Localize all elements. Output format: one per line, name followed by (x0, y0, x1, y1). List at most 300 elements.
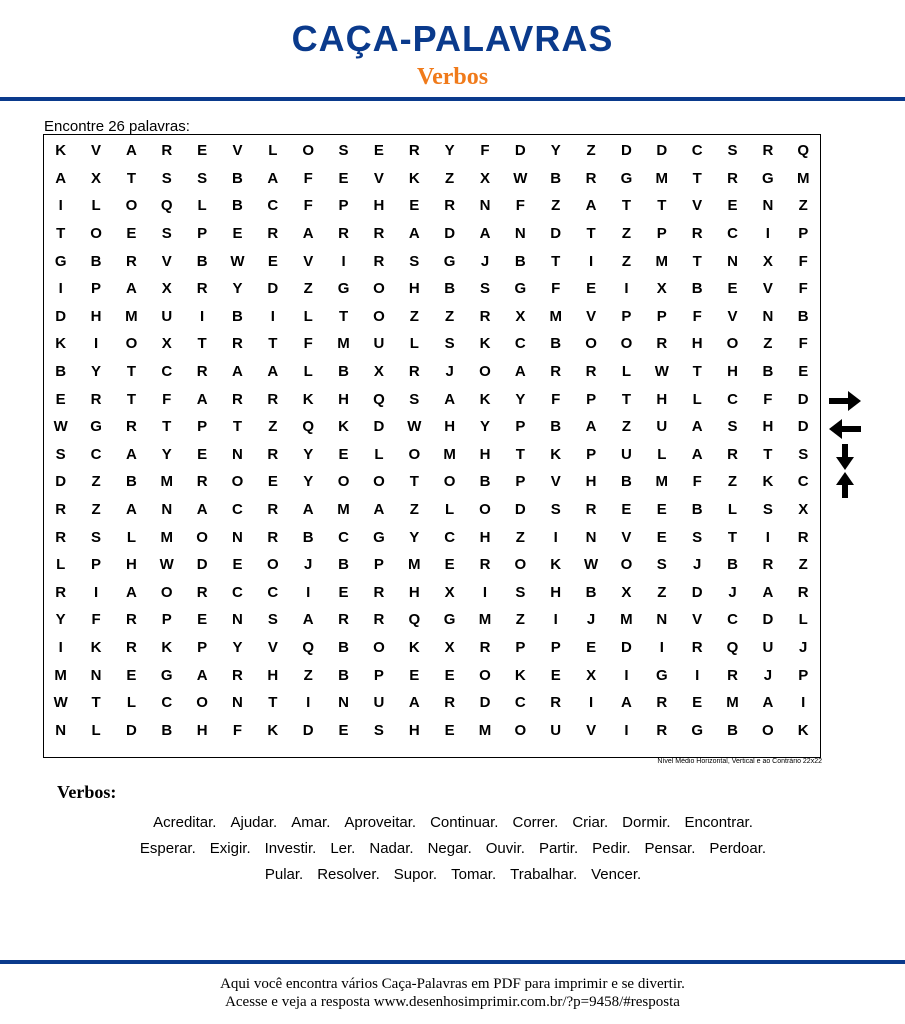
grid-letter[interactable]: B (691, 501, 703, 519)
grid-letter[interactable]: S (798, 445, 809, 463)
grid-letter[interactable]: B (797, 307, 809, 325)
grid-letter[interactable]: U (373, 335, 385, 353)
grid-letter[interactable]: X (161, 280, 172, 298)
grid-letter[interactable]: A (621, 694, 632, 712)
grid-letter[interactable]: Q (797, 142, 810, 160)
grid-letter[interactable]: I (270, 307, 275, 325)
grid-letter[interactable]: E (197, 142, 208, 160)
grid-letter[interactable]: Z (303, 666, 313, 684)
grid-letter[interactable]: I (93, 335, 99, 353)
grid-letter[interactable]: Q (302, 638, 315, 656)
grid-letter[interactable]: P (197, 418, 208, 436)
grid-letter[interactable]: Z (91, 473, 101, 491)
grid-letter[interactable]: E (338, 169, 349, 187)
grid-letter[interactable]: O (762, 721, 774, 739)
grid-letter[interactable]: C (444, 528, 456, 546)
grid-letter[interactable]: X (762, 252, 773, 270)
grid-letter[interactable]: A (196, 390, 208, 408)
grid-letter[interactable]: C (514, 694, 526, 712)
grid-letter[interactable]: E (444, 556, 455, 574)
grid-letter[interactable]: I (58, 197, 63, 215)
grid-letter[interactable]: G (762, 169, 774, 187)
grid-letter[interactable]: R (125, 611, 137, 629)
grid-letter[interactable]: P (621, 307, 632, 325)
grid-letter[interactable]: D (444, 225, 456, 243)
grid-letter[interactable]: B (444, 280, 456, 298)
grid-letter[interactable]: Q (726, 638, 739, 656)
grid-letter[interactable]: X (479, 169, 490, 187)
grid-letter[interactable]: C (267, 197, 279, 215)
grid-letter[interactable]: K (55, 335, 67, 353)
grid-letter[interactable]: N (727, 252, 738, 270)
grid-letter[interactable]: P (798, 225, 809, 243)
grid-letter[interactable]: G (655, 666, 668, 684)
grid-letter[interactable]: C (797, 473, 809, 491)
grid-letter[interactable]: R (585, 169, 597, 187)
grid-letter[interactable]: E (409, 197, 420, 215)
grid-letter[interactable]: V (267, 638, 278, 656)
grid-letter[interactable]: C (90, 445, 102, 463)
grid-letter[interactable]: B (232, 197, 243, 215)
grid-letter[interactable]: K (161, 638, 173, 656)
grid-letter[interactable]: J (304, 556, 313, 574)
grid-letter[interactable]: P (515, 418, 526, 436)
grid-letter[interactable]: A (232, 363, 243, 381)
grid-letter[interactable]: Q (373, 390, 385, 408)
grid-letter[interactable]: C (161, 363, 173, 381)
grid-letter[interactable]: T (268, 694, 278, 712)
grid-letter[interactable]: N (656, 611, 668, 629)
grid-letter[interactable]: I (624, 721, 629, 739)
grid-letter[interactable]: E (126, 666, 137, 684)
grid-letter[interactable]: R (691, 225, 703, 243)
grid-letter[interactable]: D (55, 307, 67, 325)
grid-letter[interactable]: G (443, 252, 456, 270)
grid-letter[interactable]: E (692, 694, 703, 712)
grid-letter[interactable]: L (91, 197, 101, 215)
grid-letter[interactable]: P (373, 556, 384, 574)
grid-letter[interactable]: K (514, 666, 526, 684)
grid-letter[interactable]: R (408, 142, 420, 160)
grid-letter[interactable]: B (338, 638, 349, 656)
grid-letter[interactable]: O (231, 473, 244, 491)
grid-letter[interactable]: R (196, 583, 208, 601)
grid-letter[interactable]: D (196, 556, 208, 574)
grid-letter[interactable]: T (692, 252, 702, 270)
grid-letter[interactable]: A (55, 169, 67, 187)
grid-letter[interactable]: C (691, 142, 703, 160)
grid-letter[interactable]: P (656, 307, 667, 325)
grid-letter[interactable]: O (160, 583, 173, 601)
grid-letter[interactable]: R (444, 694, 456, 712)
grid-letter[interactable]: D (621, 638, 632, 656)
grid-letter[interactable]: N (161, 501, 173, 519)
grid-letter[interactable]: I (624, 666, 629, 684)
grid-letter[interactable]: E (409, 666, 420, 684)
grid-letter[interactable]: I (695, 666, 700, 684)
grid-letter[interactable]: D (797, 390, 809, 408)
grid-letter[interactable]: S (727, 418, 738, 436)
grid-letter[interactable]: E (798, 363, 809, 381)
grid-letter[interactable]: S (550, 501, 561, 519)
grid-letter[interactable]: C (727, 390, 738, 408)
grid-letter[interactable]: H (656, 390, 668, 408)
grid-letter[interactable]: A (125, 280, 137, 298)
grid-letter[interactable]: S (161, 169, 172, 187)
grid-letter[interactable]: T (621, 390, 632, 408)
grid-letter[interactable]: R (585, 363, 597, 381)
grid-letter[interactable]: Z (798, 556, 808, 574)
grid-letter[interactable]: B (691, 280, 703, 298)
grid-letter[interactable]: E (444, 666, 455, 684)
grid-letter[interactable]: A (373, 501, 385, 519)
grid-letter[interactable]: E (338, 721, 349, 739)
grid-letter[interactable]: N (338, 694, 349, 712)
grid-letter[interactable]: H (196, 721, 208, 739)
grid-letter[interactable]: R (656, 721, 668, 739)
grid-letter[interactable]: P (91, 556, 102, 574)
grid-letter[interactable]: E (232, 225, 243, 243)
grid-letter[interactable]: H (90, 307, 102, 325)
grid-letter[interactable]: Z (515, 611, 525, 629)
grid-letter[interactable]: N (232, 445, 243, 463)
grid-letter[interactable]: E (621, 501, 632, 519)
grid-letter[interactable]: R (479, 307, 491, 325)
grid-letter[interactable]: X (515, 307, 526, 325)
grid-letter[interactable]: F (692, 473, 702, 491)
grid-letter[interactable]: T (56, 225, 66, 243)
grid-letter[interactable]: H (373, 197, 385, 215)
grid-letter[interactable]: I (801, 694, 806, 712)
grid-letter[interactable]: R (267, 501, 279, 519)
grid-letter[interactable]: B (338, 363, 349, 381)
grid-letter[interactable]: P (515, 638, 526, 656)
grid-letter[interactable]: L (303, 307, 313, 325)
grid-letter[interactable]: E (338, 445, 349, 463)
grid-letter[interactable]: A (267, 169, 279, 187)
grid-letter[interactable]: C (161, 694, 173, 712)
grid-letter[interactable]: F (551, 280, 561, 298)
grid-letter[interactable]: V (727, 307, 738, 325)
grid-letter[interactable]: F (232, 721, 243, 739)
grid-letter[interactable]: J (799, 638, 808, 656)
grid-letter[interactable]: Z (798, 197, 808, 215)
grid-letter[interactable]: R (762, 142, 774, 160)
grid-letter[interactable]: B (762, 363, 774, 381)
grid-letter[interactable]: T (515, 445, 525, 463)
grid-letter[interactable]: I (58, 280, 63, 298)
grid-letter[interactable]: N (232, 611, 243, 629)
grid-letter[interactable]: Q (302, 418, 315, 436)
grid-letter[interactable]: E (444, 721, 455, 739)
grid-letter[interactable]: H (479, 528, 491, 546)
grid-letter[interactable]: M (160, 528, 173, 546)
grid-letter[interactable]: D (762, 611, 774, 629)
grid-letter[interactable]: I (58, 638, 63, 656)
grid-letter[interactable]: Y (161, 445, 172, 463)
grid-letter[interactable]: T (586, 225, 596, 243)
grid-letter[interactable]: M (620, 611, 633, 629)
grid-letter[interactable]: O (302, 142, 315, 160)
grid-letter[interactable]: J (480, 252, 490, 270)
grid-letter[interactable]: S (479, 280, 490, 298)
grid-letter[interactable]: V (373, 169, 384, 187)
grid-letter[interactable]: R (232, 666, 243, 684)
grid-letter[interactable]: I (624, 280, 629, 298)
grid-letter[interactable]: H (479, 445, 491, 463)
grid-letter[interactable]: R (125, 638, 137, 656)
grid-letter[interactable]: O (125, 197, 138, 215)
grid-letter[interactable]: Z (268, 418, 278, 436)
grid-letter[interactable]: K (550, 445, 562, 463)
grid-letter[interactable]: U (161, 307, 173, 325)
grid-letter[interactable]: V (621, 528, 632, 546)
grid-letter[interactable]: K (408, 169, 420, 187)
grid-letter[interactable]: K (762, 473, 774, 491)
grid-letter[interactable]: M (125, 307, 138, 325)
grid-letter[interactable]: M (726, 694, 739, 712)
grid-letter[interactable]: A (762, 583, 774, 601)
grid-letter[interactable]: L (374, 445, 384, 463)
grid-letter[interactable]: S (91, 528, 102, 546)
grid-letter[interactable]: T (126, 390, 136, 408)
grid-letter[interactable]: M (478, 721, 492, 739)
grid-letter[interactable]: R (267, 225, 279, 243)
grid-letter[interactable]: L (268, 142, 278, 160)
grid-letter[interactable]: F (798, 252, 808, 270)
grid-letter[interactable]: C (232, 501, 243, 519)
grid-letter[interactable]: S (656, 556, 667, 574)
grid-letter[interactable]: I (553, 528, 558, 546)
grid-letter[interactable]: R (267, 528, 279, 546)
grid-letter[interactable]: A (125, 142, 137, 160)
grid-letter[interactable]: Q (408, 611, 421, 629)
grid-letter[interactable]: M (796, 169, 810, 187)
grid-letter[interactable]: E (373, 142, 384, 160)
grid-letter[interactable]: D (656, 142, 668, 160)
grid-letter[interactable]: N (90, 666, 102, 684)
grid-letter[interactable]: H (338, 390, 349, 408)
grid-letter[interactable]: X (91, 169, 102, 187)
grid-letter[interactable]: T (338, 307, 349, 325)
grid-letter[interactable]: C (267, 583, 279, 601)
grid-letter[interactable]: E (727, 280, 738, 298)
grid-letter[interactable]: Y (515, 390, 526, 408)
grid-letter[interactable]: I (588, 694, 594, 712)
grid-letter[interactable]: Z (515, 528, 525, 546)
grid-letter[interactable]: C (338, 528, 349, 546)
grid-letter[interactable]: R (373, 583, 385, 601)
grid-letter[interactable]: W (654, 363, 669, 381)
grid-letter[interactable]: S (197, 169, 208, 187)
grid-letter[interactable]: P (161, 611, 172, 629)
grid-letter[interactable]: M (54, 666, 67, 684)
grid-letter[interactable]: W (159, 556, 174, 574)
grid-letter[interactable]: I (341, 252, 346, 270)
grid-letter[interactable]: O (196, 694, 208, 712)
grid-letter[interactable]: H (550, 583, 562, 601)
grid-letter[interactable]: F (162, 390, 172, 408)
grid-letter[interactable]: T (692, 169, 702, 187)
grid-letter[interactable]: P (338, 197, 349, 215)
grid-letter[interactable]: F (303, 169, 313, 187)
grid-letter[interactable]: X (373, 363, 384, 381)
grid-letter[interactable]: S (762, 501, 773, 519)
grid-letter[interactable]: G (337, 280, 350, 298)
grid-letter[interactable]: O (373, 473, 385, 491)
grid-letter[interactable]: O (125, 335, 138, 353)
grid-letter[interactable]: R (196, 280, 208, 298)
grid-letter[interactable]: T (91, 694, 101, 712)
grid-letter[interactable]: P (586, 445, 597, 463)
grid-letter[interactable]: H (125, 556, 137, 574)
grid-letter[interactable]: W (513, 169, 528, 187)
grid-letter[interactable]: F (798, 280, 808, 298)
grid-letter[interactable]: P (798, 666, 809, 684)
grid-letter[interactable]: A (585, 197, 597, 215)
grid-letter[interactable]: E (197, 611, 208, 629)
grid-letter[interactable]: R (125, 252, 137, 270)
grid-letter[interactable]: X (621, 583, 632, 601)
grid-letter[interactable]: D (479, 694, 491, 712)
grid-letter[interactable]: R (585, 501, 597, 519)
grid-letter[interactable]: Z (303, 280, 313, 298)
grid-letter[interactable]: V (586, 721, 597, 739)
grid-letter[interactable]: Y (232, 280, 243, 298)
grid-letter[interactable]: R (267, 390, 279, 408)
grid-letter[interactable]: E (586, 638, 597, 656)
grid-letter[interactable]: G (691, 721, 703, 739)
grid-letter[interactable]: N (479, 197, 491, 215)
grid-letter[interactable]: C (232, 583, 243, 601)
grid-letter[interactable]: R (444, 197, 456, 215)
grid-letter[interactable]: B (90, 252, 102, 270)
grid-letter[interactable]: R (338, 611, 349, 629)
grid-letter[interactable]: S (338, 142, 349, 160)
grid-letter[interactable]: H (444, 418, 456, 436)
grid-letter[interactable]: Z (551, 197, 561, 215)
grid-letter[interactable]: A (444, 390, 456, 408)
grid-letter[interactable]: Z (445, 169, 455, 187)
grid-letter[interactable]: A (125, 445, 137, 463)
grid-letter[interactable]: P (656, 225, 667, 243)
grid-letter[interactable]: M (337, 335, 350, 353)
grid-letter[interactable]: Y (303, 473, 314, 491)
grid-letter[interactable]: O (620, 556, 633, 574)
grid-letter[interactable]: Z (621, 418, 632, 436)
grid-letter[interactable]: X (161, 335, 172, 353)
grid-letter[interactable]: B (727, 556, 738, 574)
grid-letter[interactable]: T (409, 473, 419, 491)
grid-letter[interactable]: K (55, 142, 67, 160)
grid-letter[interactable]: I (482, 583, 488, 601)
grid-letter[interactable]: V (692, 611, 703, 629)
grid-letter[interactable]: P (197, 225, 208, 243)
grid-letter[interactable]: G (514, 280, 527, 298)
grid-letter[interactable]: R (55, 501, 67, 519)
grid-letter[interactable]: L (303, 363, 313, 381)
grid-letter[interactable]: F (763, 390, 773, 408)
grid-letter[interactable]: L (91, 721, 101, 739)
grid-letter[interactable]: Y (444, 142, 455, 160)
grid-letter[interactable]: P (373, 666, 384, 684)
grid-letter[interactable]: I (306, 583, 311, 601)
grid-letter[interactable]: M (443, 445, 456, 463)
grid-letter[interactable]: S (373, 721, 384, 739)
grid-letter[interactable]: R (338, 225, 349, 243)
grid-letter[interactable]: L (445, 501, 455, 519)
grid-letter[interactable]: R (373, 611, 385, 629)
grid-letter[interactable]: E (550, 666, 561, 684)
grid-letter[interactable]: E (338, 583, 349, 601)
grid-letter[interactable]: T (657, 197, 667, 215)
grid-letter[interactable]: P (197, 638, 208, 656)
grid-letter[interactable]: E (267, 473, 278, 491)
grid-letter[interactable]: Y (479, 418, 490, 436)
grid-letter[interactable]: R (797, 528, 809, 546)
grid-letter[interactable]: L (727, 501, 738, 519)
grid-letter[interactable]: Y (55, 611, 66, 629)
grid-letter[interactable]: S (161, 225, 172, 243)
grid-letter[interactable]: U (373, 694, 385, 712)
grid-letter[interactable]: D (691, 583, 703, 601)
grid-letter[interactable]: S (727, 142, 738, 160)
grid-letter[interactable]: T (126, 363, 136, 381)
grid-letter[interactable]: O (479, 363, 491, 381)
grid-letter[interactable]: I (553, 611, 558, 629)
grid-letter[interactable]: A (408, 225, 420, 243)
grid-letter[interactable]: C (727, 611, 738, 629)
grid-letter[interactable]: R (691, 638, 703, 656)
grid-letter[interactable]: L (56, 556, 66, 574)
grid-letter[interactable]: D (125, 721, 137, 739)
grid-letter[interactable]: B (550, 169, 562, 187)
grid-letter[interactable]: D (550, 225, 562, 243)
grid-letter[interactable]: O (373, 638, 385, 656)
grid-letter[interactable]: R (408, 363, 420, 381)
grid-letter[interactable]: A (408, 694, 420, 712)
grid-letter[interactable]: T (232, 418, 243, 436)
grid-letter[interactable]: A (125, 501, 137, 519)
grid-letter[interactable]: O (479, 666, 491, 684)
grid-letter[interactable]: L (409, 335, 419, 353)
grid-letter[interactable]: A (762, 694, 774, 712)
grid-letter[interactable]: F (515, 197, 525, 215)
grid-letter[interactable]: W (407, 418, 422, 436)
grid-letter[interactable]: I (588, 252, 594, 270)
grid-letter[interactable]: Z (445, 307, 455, 325)
grid-letter[interactable]: A (691, 445, 703, 463)
grid-letter[interactable]: N (762, 197, 774, 215)
grid-letter[interactable]: R (373, 225, 385, 243)
grid-letter[interactable]: R (762, 556, 774, 574)
grid-letter[interactable]: T (727, 528, 738, 546)
grid-letter[interactable]: R (727, 666, 738, 684)
grid-letter[interactable]: D (302, 721, 314, 739)
grid-letter[interactable]: J (445, 363, 454, 381)
grid-letter[interactable]: S (515, 583, 526, 601)
grid-letter[interactable]: J (728, 583, 737, 601)
grid-letter[interactable]: S (692, 528, 703, 546)
grid-letter[interactable]: B (727, 721, 738, 739)
grid-letter[interactable]: F (303, 197, 313, 215)
grid-letter[interactable]: O (514, 556, 527, 574)
grid-letter[interactable]: K (797, 721, 809, 739)
grid-letter[interactable]: X (444, 583, 455, 601)
grid-letter[interactable]: D (373, 418, 385, 436)
grid-letter[interactable]: A (514, 363, 526, 381)
grid-letter[interactable]: O (620, 335, 633, 353)
